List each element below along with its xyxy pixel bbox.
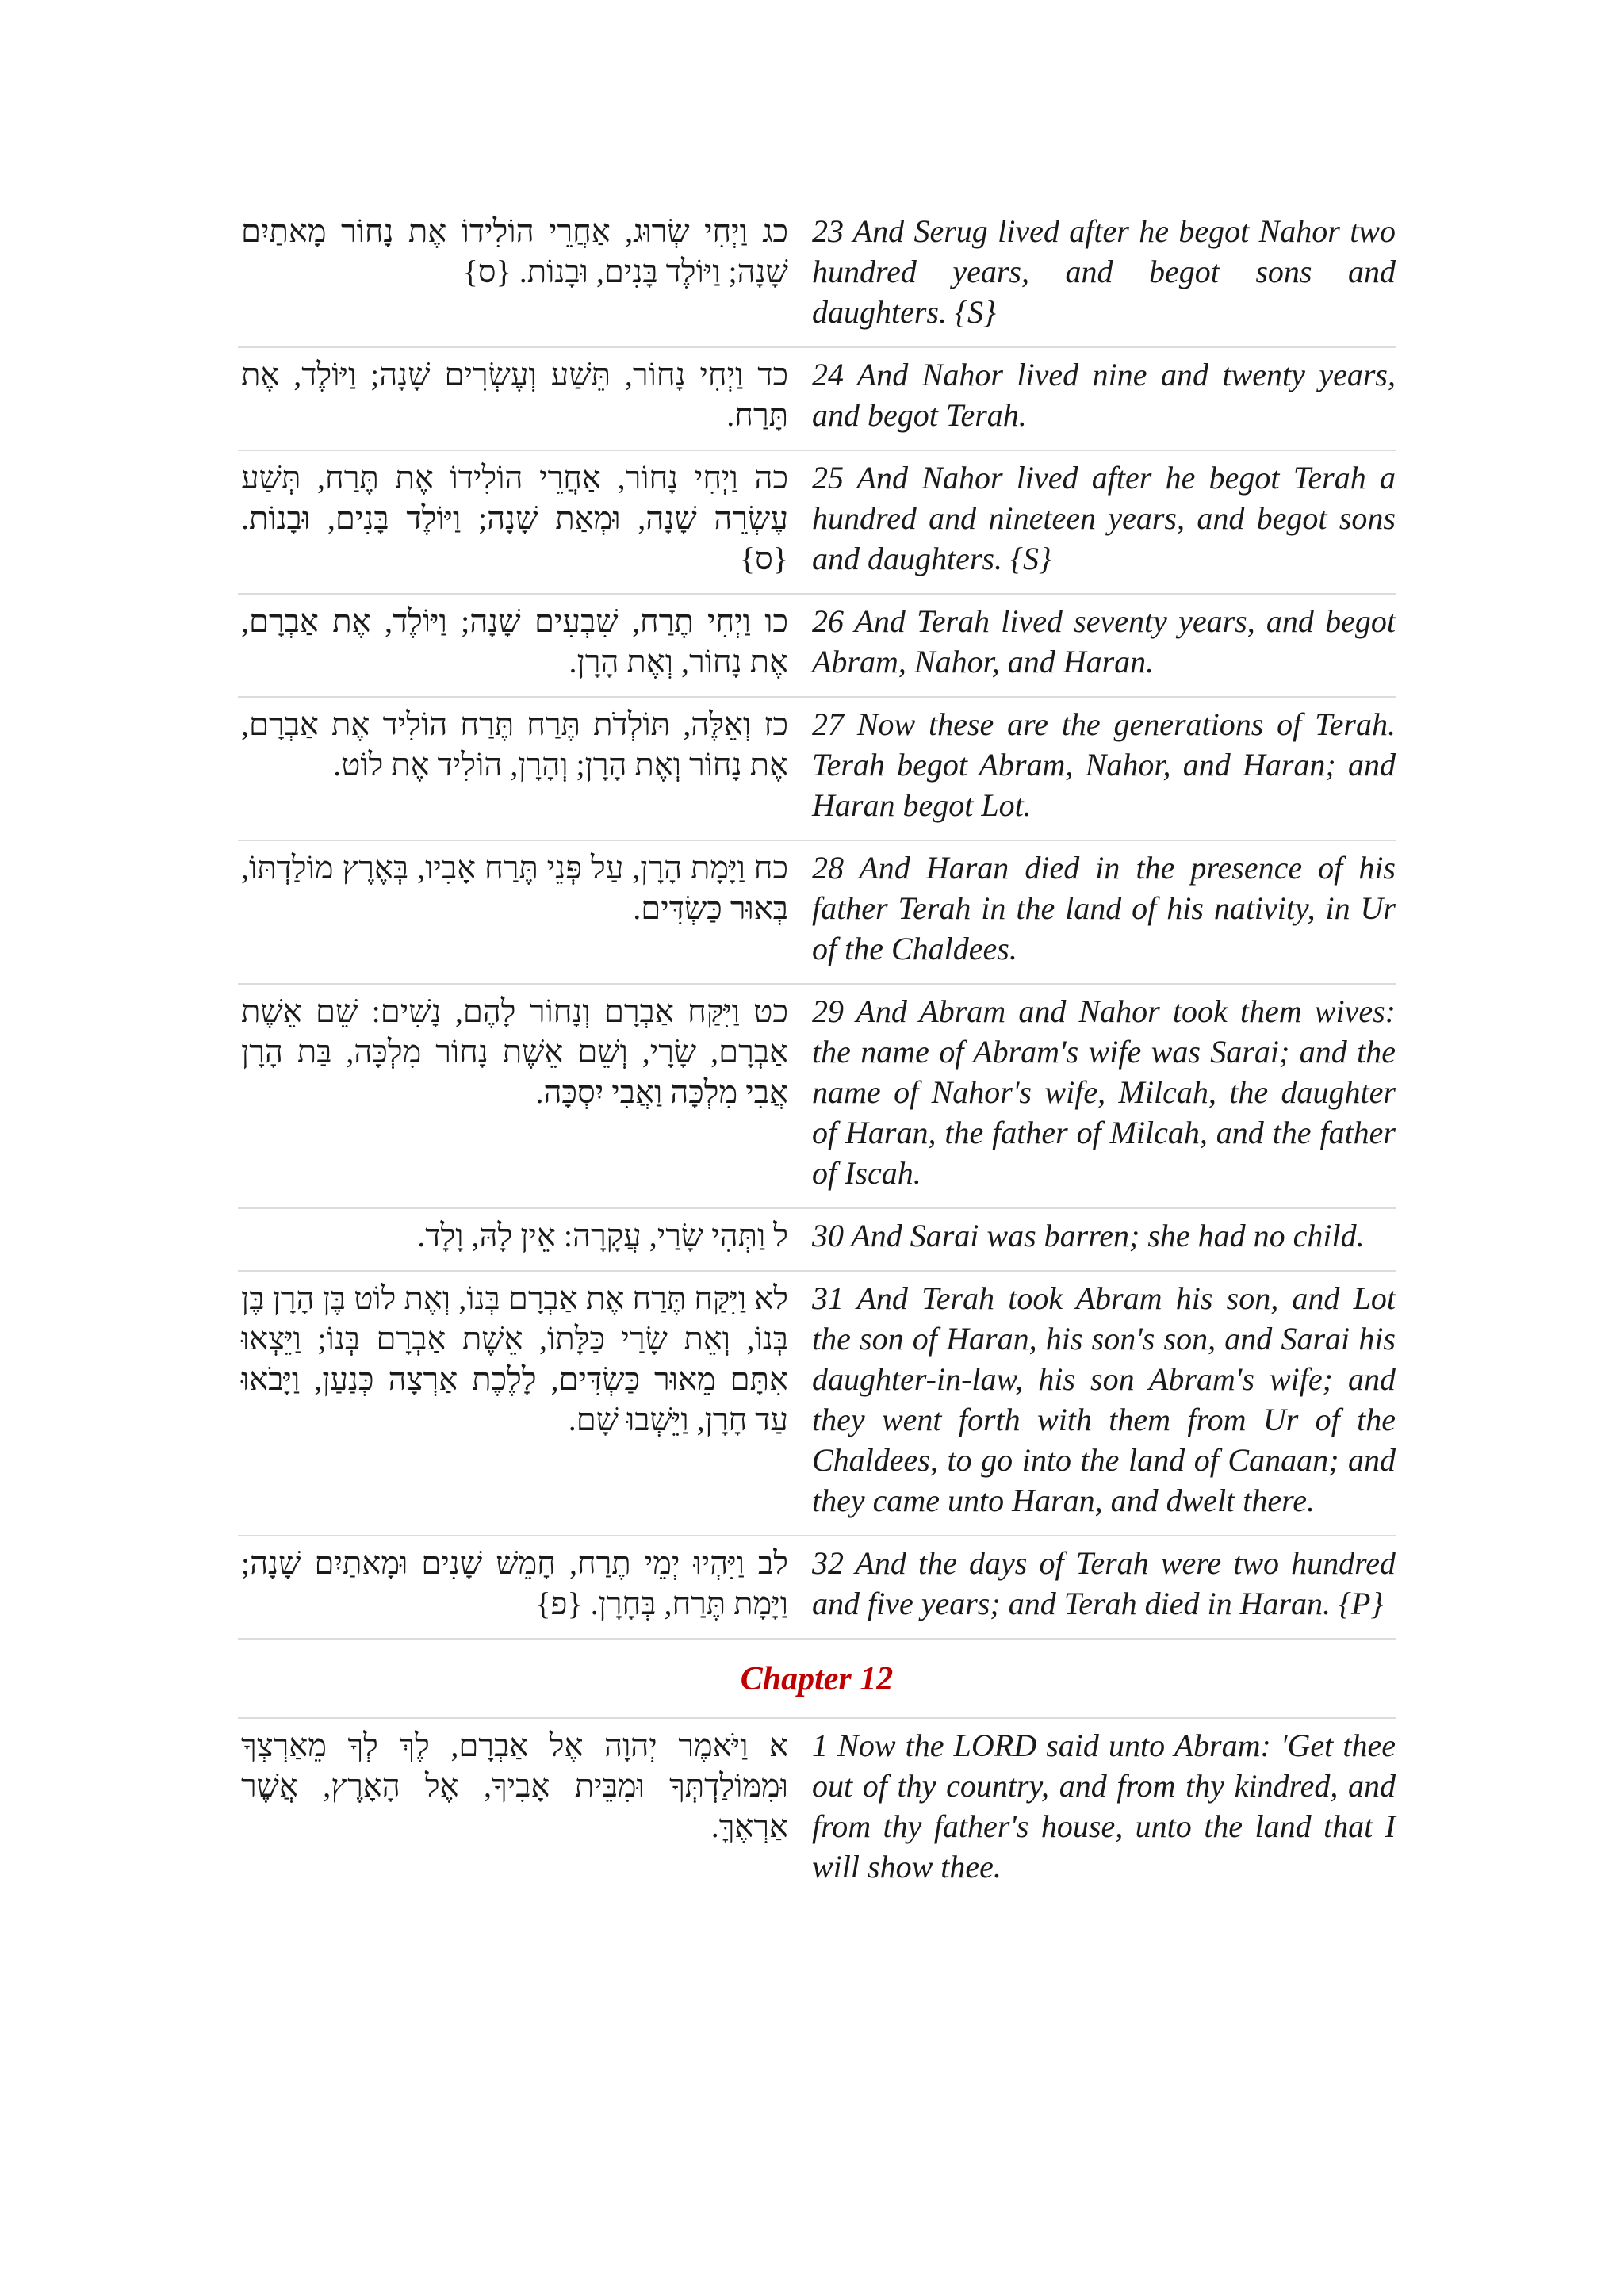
english-verse-28: 28 And Haran died in the presence of his father Terah in the land of his nativity, in Ur of the Chaldees. bbox=[812, 850, 1396, 966]
english-verse-31: 31 And Terah took Abram his son, and Lot the son of Haran, his son's son, and Sarai his daughter-in-law, his son Abram's wife; and they went forth with them from Ur of the Chaldees, to go into the land of Canaan; and they came unto Haran, and dwelt there. bbox=[812, 1280, 1396, 1518]
verse-row bbox=[238, 346, 1396, 450]
verse-row bbox=[238, 1717, 1396, 1901]
verse-row bbox=[238, 593, 1396, 696]
verse-row bbox=[238, 696, 1396, 840]
hebrew-verse-28: כח וַיָּמָת הָרָן, עַל פְּנֵי תֶּרַח אָבִיו, בְּאֶרֶץ מוֹלַדְתּוֹ, בְּאוּר כַּשְׂדִּים. bbox=[241, 850, 788, 926]
english-verse-27: 27 Now these are the generations of Terah. Terah begot Abram, Nahor, and Haran; and Haran begot Lot. bbox=[812, 706, 1396, 823]
verse-row bbox=[238, 1535, 1396, 1638]
english-verse-29: 29 And Abram and Nahor took them wives: the name of Abram's wife was Sarai; and the name of Nahor's wife, Milcah, the daughter of Haran, the father of Milcah, and the father of Iscah. bbox=[812, 993, 1396, 1191]
english-verse-26: 26 And Terah lived seventy years, and begot Abram, Nahor, and Haran. bbox=[812, 603, 1396, 679]
english-verse-25: 25 And Nahor lived after he begot Terah a hundred and nineteen years, and begot sons and daughters. {S} bbox=[812, 460, 1396, 576]
english-verse-1: 1 Now the LORD said unto Abram: 'Get thee out of thy country, and from thy kindred, and from thy father's house, unto the land that I will show thee. bbox=[812, 1728, 1396, 1885]
english-verse-32: 32 And the days of Terah were two hundred and five years; and Terah died in Haran. {P} bbox=[812, 1545, 1396, 1621]
verse-row bbox=[238, 450, 1396, 593]
hebrew-verse-29: כט וַיִּקַּח אַבְרָם וְנָחוֹר לָהֶם, נָשִׁים: שֵׁם אֵשֶׁת אַבְרָם, שָׂרָי, וְשֵׁם אֵשֶׁת נָחוֹר מִלְכָּה, בַּת הָרָן אֲבִי מִלְכָּה וַאֲבִי יִסְכָּה. bbox=[241, 993, 788, 1110]
english-verse-30: 30 And Sarai was barren; she had no child. bbox=[812, 1218, 1365, 1253]
verse-row bbox=[238, 983, 1396, 1207]
hebrew-verse-26: כו וַיְחִי תֶרַח, שִׁבְעִים שָׁנָה; וַיּוֹלֶד, אֶת אַבְרָם, אֶת נָחוֹר, וְאֶת הָרָן. bbox=[241, 603, 788, 679]
verse-row bbox=[238, 1270, 1396, 1535]
chapter-heading: Chapter 12 bbox=[238, 1638, 1396, 1717]
verse-row bbox=[238, 1207, 1396, 1270]
verse-row bbox=[238, 205, 1396, 346]
hebrew-verse-32: לב וַיִּהְיוּ יְמֵי תֶרַח, חָמֵשׁ שָׁנִים וּמָאתַיִם שָׁנָה; וַיָּמָת תֶּרַח, בְּחָרָן. {פ} bbox=[241, 1545, 788, 1621]
english-verse-24: 24 And Nahor lived nine and twenty years, and begot Terah. bbox=[812, 357, 1396, 433]
bilingual-text bbox=[238, 205, 1396, 1901]
hebrew-verse-23: כג וַיְחִי שְׂרוּג, אַחֲרֵי הוֹלִידוֹ אֶת נָחוֹר מָאתַיִם שָׁנָה; וַיּוֹלֶד בָּנִים, וּבָנוֹת. {ס} bbox=[241, 213, 788, 289]
hebrew-verse-24: כד וַיְחִי נָחוֹר, תֵּשַׁע וְעֶשְׂרִים שָׁנָה; וַיּוֹלֶד, אֶת תָּרַח. bbox=[241, 357, 788, 433]
hebrew-verse-25: כה וַיְחִי נָחוֹר, אַחֲרֵי הוֹלִידוֹ אֶת תֶּרַח, תְּשַׁע עֶשְׂרֵה שָׁנָה, וּמְאַת שָׁנָה; וַיּוֹלֶד בָּנִים, וּבָנוֹת. {ס} bbox=[241, 460, 788, 576]
hebrew-verse-30: ל וַתְּהִי שָׂרַי, עֲקָרָה: אֵין לָהּ, וָלָד. bbox=[417, 1218, 788, 1253]
verse-row bbox=[238, 840, 1396, 983]
hebrew-verse-1: א וַיֹּאמֶר יְהוָה אֶל אַבְרָם, לֶךְ לְךָ מֵאַרְצְךָ וּמִמּוֹלַדְתְּךָ וּמִבֵּית אָבִיךָ, אֶל הָאָרֶץ, אֲשֶׁר אַרְאֶךָּ. bbox=[241, 1728, 788, 1844]
english-verse-23: 23 And Serug lived after he begot Nahor two hundred years, and begot sons and daughters. {S} bbox=[812, 213, 1396, 330]
hebrew-verse-27: כז וְאֵלֶּה, תּוֹלְדֹת תֶּרַח תֶּרַח הוֹלִיד אֶת אַבְרָם, אֶת נָחוֹר וְאֶת הָרָן; וְהָרָן, הוֹלִיד אֶת לוֹט. bbox=[241, 706, 788, 783]
hebrew-verse-31: לא וַיִּקַּח תֶּרַח אֶת אַבְרָם בְּנוֹ, וְאֶת לוֹט בֶּן הָרָן בֶּן בְּנוֹ, וְאֵת שָׂרַי כַּלָּתוֹ, אֵשֶׁת אַבְרָם בְּנוֹ; וַיֵּצְאוּ אִתָּם מֵאוּר כַּשְׂדִּים, לָלֶכֶת אַרְצָה כְּנַעַן, וַיָּבֹאוּ עַד חָרָן, וַיֵּשְׁבוּ שָׁם. bbox=[241, 1280, 788, 1437]
